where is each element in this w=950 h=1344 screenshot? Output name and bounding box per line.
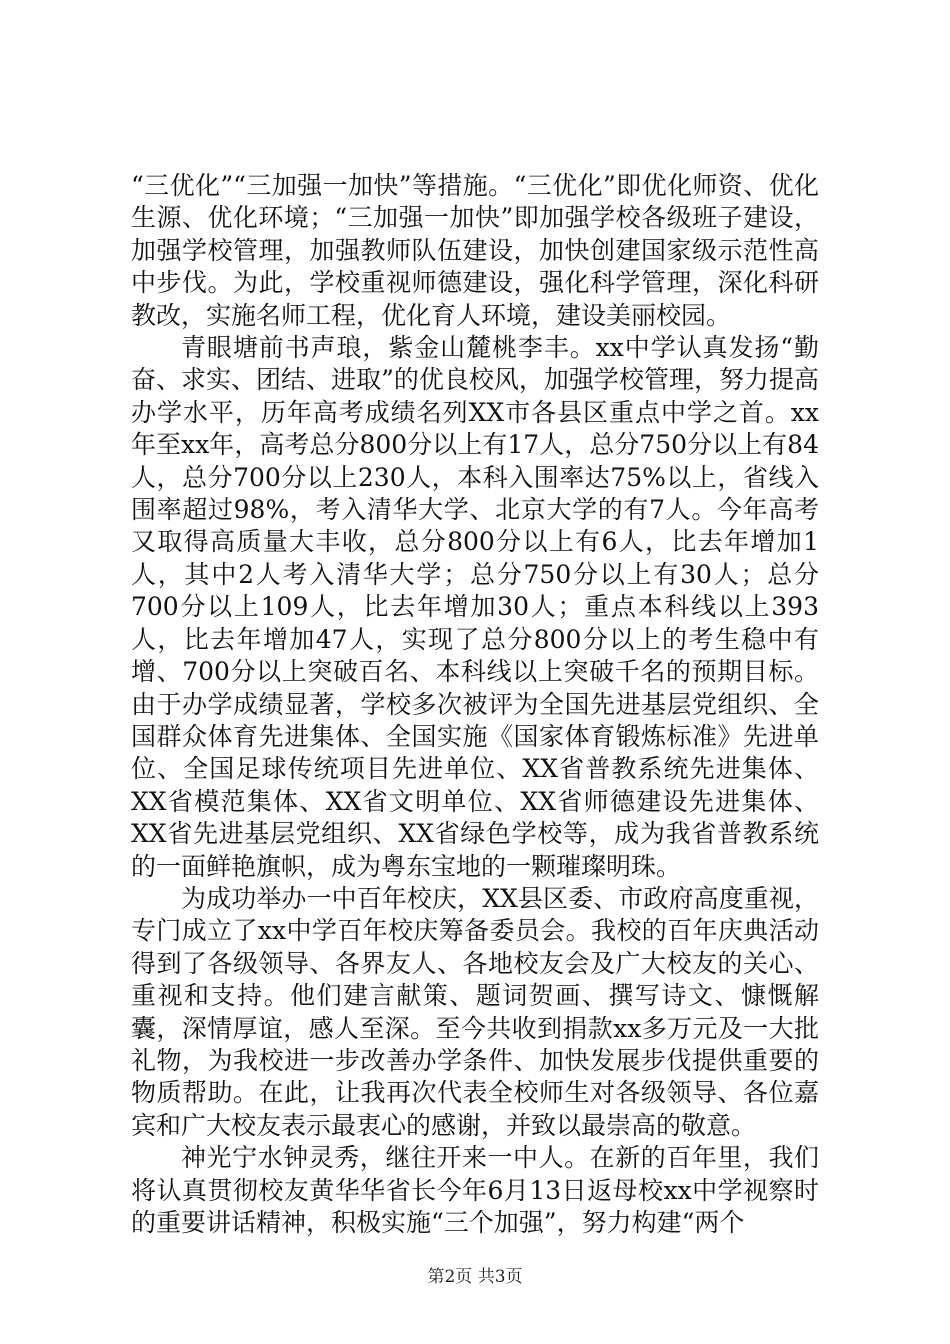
paragraph-achievements: 青眼塘前书声琅，紫金山麓桃李丰。xx中学认真发扬“勤奋、求实、团结、进取”的优良校风，加强学校管理，努力提高办学水平，历年高考成绩名列XX市各县区重点中学之首。xx年至xx年，高考总分800分以上有17人，总分750分以上有84人，总分700分以上230人，本科入围率达75%以上，省线入围率超过98%，考入清华大学、北京大学的有7人。今年高考又取得高质量大丰收，总分800分以上有6人，比去年增加1人，其中2人考入清华大学；总分750分以上有30人；总分700分以上109人，比去年增加30人；重点本科线以上393人，比去年增加47人，实现了总分800分以上的考生稳中有增、700分以上突破百名、本科线以上突破千名的预期目标。由于办学成绩显著，学校多次被评为全国先进基层党组织、全国群众体育先进集体、全国实施《国家体育锻炼标准》先进单位、全国足球传统项目先进单位、XX省普教系统先进集体、XX省模范集体、XX省文明单位、XX省师德建设先进集体、XX省先进基层党组织、XX省绿色学校等，成为我省普教系统的一面鲜艳旗帜，成为粤东宝地的一颗璀璨明珠。 bbox=[131, 333, 819, 881]
paragraph-centennial: 为成功举办一中百年校庆，XX县区委、市政府高度重视，专门成立了xx中学百年校庆筹备委员会。我校的百年庆典活动得到了各级领导、各界友人、各地校友会及广大校友的关心、重视和支持。他们建言献策、题词贺画、撰写诗文、慷慨解囊，深情厚谊，感人至深。至今共收到捐款xx多万元及一大批礼物，为我校进一步改善办学条件、加快发展步伐提供重要的物质帮助。在此，让我再次代表全校师生对各级领导、各位嘉宾和广大校友表示最衷心的感谢，并致以最崇高的敬意。 bbox=[131, 883, 819, 1140]
paragraph-future: 神光宁水钟灵秀，继往开来一中人。在新的百年里，我们将认真贯彻校友黄华华省长今年6月13日返母校xx中学视察时的重要讲话精神，积极实施“三个加强”，努力构建“两个 bbox=[131, 1143, 819, 1237]
document-body bbox=[131, 170, 819, 1239]
paragraph-continuation: “三优化”“三加强一加快”等措施。“三优化”即优化师资、优化生源、优化环境；“三加强一加快”即加强学校各级班子建设，加强学校管理，加强教师队伍建设，加快创建国家级示范性高中步伐。为此，学校重视师德建设，强化科学管理，深化科研教改，实施名师工程，优化育人环境，建设美丽校园。 bbox=[131, 171, 819, 330]
page-footer: 第2页 共3页 bbox=[427, 1267, 523, 1287]
